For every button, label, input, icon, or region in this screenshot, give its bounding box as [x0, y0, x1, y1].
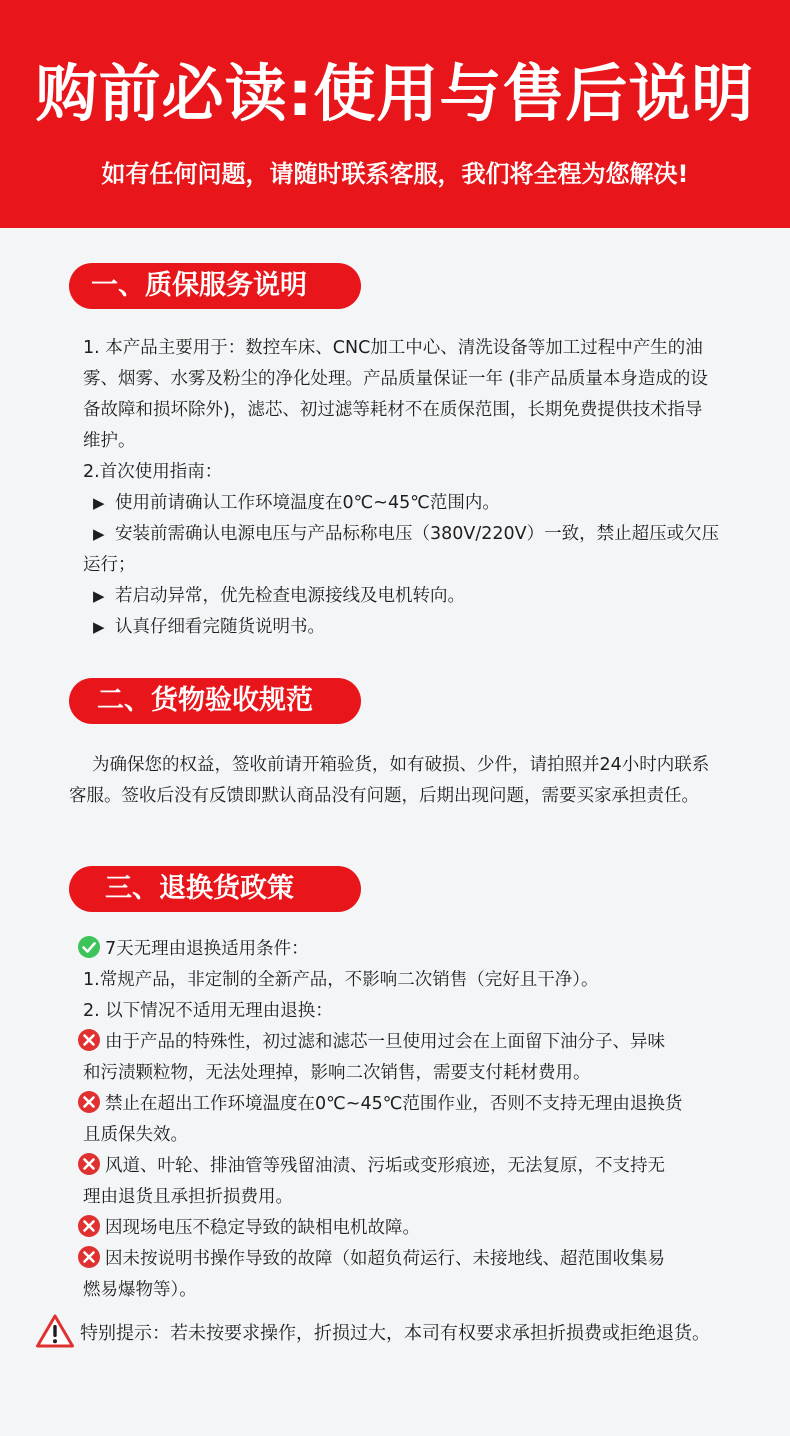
guide-item-continued: 运行； — [83, 555, 136, 575]
paragraph-line: 客服。签收后没有反馈即默认商品没有问题，后期出现问题，需要买家承担责任。 — [69, 786, 699, 806]
exclusion-text-continued: 且质保失效。 — [83, 1125, 188, 1145]
guide-item-text: 若启动异常，优先检查电源接线及电机转向。 — [115, 586, 465, 606]
guide-item — [83, 612, 719, 643]
exclusion-text-continued: 燃易爆物等）。 — [83, 1280, 197, 1300]
guide-item-text: 认真仔细看完随货说明书。 — [115, 617, 325, 637]
exclusion-text-continued: 理由退货且承担折损费用。 — [83, 1187, 293, 1207]
exclusion-item — [77, 1244, 682, 1275]
check-circle-icon — [77, 935, 101, 959]
x-circle-icon — [77, 1028, 101, 1052]
exclusion-item — [77, 1027, 682, 1058]
guide-item-text: 安装前需确认电源电压与产品标称电压（380V/220V）一致，禁止超压或欠压 — [115, 524, 720, 544]
guide-item — [83, 581, 719, 612]
exclusion-text: 因现场电压不稳定导致的缺相电机故障。 — [105, 1218, 420, 1238]
exclusion-text: 由于产品的特殊性，初过滤和滤芯一旦使用过会在上面留下油分子、异味 — [105, 1032, 665, 1052]
triangle-bullet-icon: ▶ — [93, 618, 105, 636]
paragraph-line: 1. 本产品主要用于：数控车床、CNC加工中心、清洗设备等加工过程中产生的油 — [83, 338, 703, 358]
page-subtitle: 如有任何问题，请随时联系客服，我们将全程为您解决! — [101, 160, 689, 188]
page-title: 购前必读:使用与售后说明 — [35, 57, 755, 130]
triangle-bullet-icon: ▶ — [93, 525, 105, 543]
exclusion-text: 因未按说明书操作导致的故障（如超负荷运行、未接地线、超范围收集易 — [105, 1249, 665, 1269]
exclusion-text-continued: 和污渍颗粒物，无法处理掉，影响二次销售，需要支付耗材费用。 — [83, 1063, 591, 1083]
condition-item: 1.常规产品，非定制的全新产品，不影响二次销售（完好且干净）。 — [83, 970, 599, 990]
condition-item: 2. 以下情况不适用无理由退换： — [83, 1001, 333, 1021]
exclusion-text: 禁止在超出工作环境温度在0℃~45℃范围作业，否则不支持无理由退换货 — [105, 1094, 683, 1114]
triangle-bullet-icon: ▶ — [93, 587, 105, 605]
guide-item — [83, 519, 719, 550]
x-circle-icon — [77, 1214, 101, 1238]
exclusion-item — [77, 1213, 682, 1244]
section-3-body — [77, 934, 682, 1306]
warning-line — [36, 1314, 710, 1352]
exclusion-text: 风道、叶轮、排油管等残留油渍、污垢或变形痕迹，无法复原，不支持无 — [105, 1156, 665, 1176]
section-2-heading: 二、货物验收规范 — [69, 678, 361, 724]
warning-triangle-icon — [36, 1314, 74, 1348]
guide-item-text: 使用前请确认工作环境温度在0℃~45℃范围内。 — [115, 493, 500, 513]
header-banner — [0, 0, 790, 228]
section-2-body — [69, 750, 709, 812]
paragraph-line: 维护。 — [83, 431, 136, 451]
guide-item — [83, 488, 719, 519]
x-circle-icon — [77, 1245, 101, 1269]
condition-title-text: 7天无理由退换适用条件： — [105, 939, 309, 959]
special-warning — [36, 1314, 710, 1352]
triangle-bullet-icon: ▶ — [93, 494, 105, 512]
paragraph-line: 雾、烟雾、水雾及粉尘的净化处理。产品质量保证一年 (非产品质量本身造成的设 — [83, 369, 708, 389]
exclusion-item — [77, 1089, 682, 1120]
x-circle-icon — [77, 1152, 101, 1176]
guide-heading: 2.首次使用指南： — [83, 462, 223, 482]
x-circle-icon — [77, 1090, 101, 1114]
section-3-heading: 三、退换货政策 — [69, 866, 361, 912]
warning-text: 特别提示：若未按要求操作，折损过大，本司有权要求承担折损费或拒绝退货。 — [80, 1323, 710, 1344]
condition-title — [77, 934, 682, 965]
paragraph-line: 备故障和损坏除外)，滤芯、初过滤等耗材不在质保范围，长期免费提供技术指导 — [83, 400, 703, 420]
section-1-body — [83, 333, 719, 643]
exclusion-item — [77, 1151, 682, 1182]
section-1-heading: 一、质保服务说明 — [69, 263, 361, 309]
paragraph-line: 为确保您的权益，签收前请开箱验货，如有破损、少件，请拍照并24小时内联系 — [92, 755, 710, 775]
